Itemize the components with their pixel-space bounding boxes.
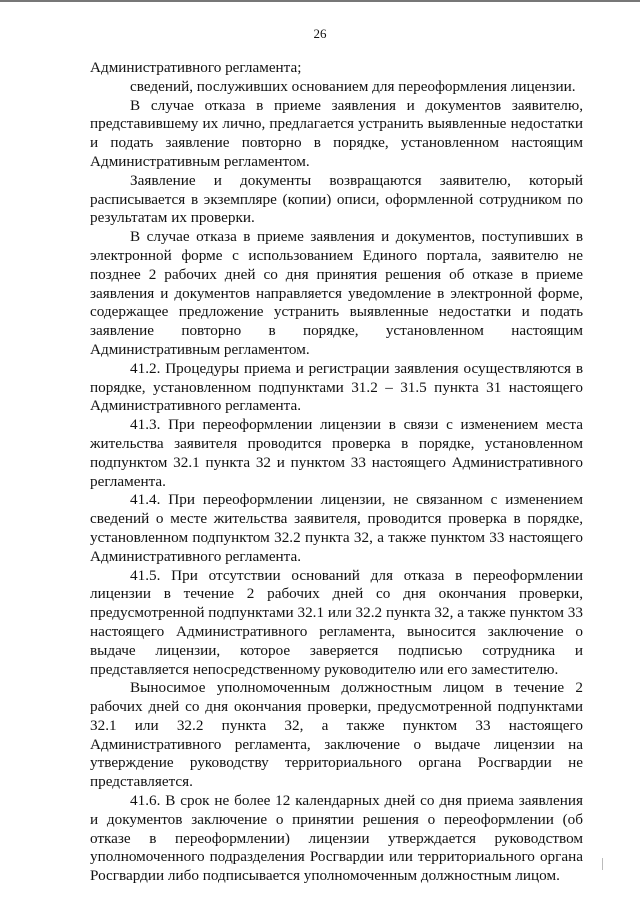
paragraph-41-5: 41.5. При отсутствии оснований для отказа в переоформлении лицензии в течение 2 рабочих дней со дня окончания проверки, предусмотренной подпунктами 32.1 или 32.2 пункта 32, а также пунктом 33 настоящего Административного регламента, выносится заключение о выдаче лицензии, которое заверяется подписью сотрудника и представляется непосредственному руководителю или его заместителю. [90, 566, 583, 678]
top-edge-rule [0, 0, 640, 2]
paragraph-41-2: 41.2. Процедуры приема и регистрации заявления осуществляются в порядке, установленном подпунктами 31.2 – 31.5 пункта 31 настоящего Административного регламента. [90, 359, 583, 415]
paragraph-1: Административного регламента; [90, 59, 302, 76]
paragraph-3: В случае отказа в приеме заявления и документов заявителю, представившему их лично, предлагается устранить выявленные недостатки и подать заявление повторно в порядке, установленном настоящим Административным регламентом. [90, 96, 583, 170]
paragraph-5: В случае отказа в приеме заявления и документов, поступивших в электронной форме с использованием Единого портала, заявителю не позднее 2 рабочих дней со дня принятия решения об отказе в приеме заявления и документов направляется уведомление в электронной форме, содержащее предложение устранить выявленные недостатки и подать заявление повторно в порядке, установленном настоящим Административным регламентом. [90, 228, 583, 358]
paragraph-4: Заявление и документы возвращаются заявителю, который расписывается в экземпляре (копии) описи, оформленной сотрудником по результатам их проверки. [90, 171, 583, 227]
paragraph-41-3: 41.3. При переоформлении лицензии в связи с изменением места жительства заявителя проводится проверка в порядке, установленном подпунктом 32.1 пункта 32 и пунктом 33 настоящего Административного регламента. [90, 416, 583, 490]
paragraph-41-4: 41.4. При переоформлении лицензии, не связанном с изменением сведений о месте жительства заявителя, проводится проверка в порядке, установленном подпунктом 32.2 пункта 32, а также пунктом 33 настоящего Административного регламента. [90, 491, 583, 565]
page-number: 26 [313, 26, 327, 41]
paragraph-41-5-cont: Выносимое уполномоченным должностным лицом в течение 2 рабочих дней со дня окончания проверки, предусмотренной подпунктами 32.1 или 32.2 пункта 32, а также пунктом 33 настоящего Административного регламента, заключение о выдаче лицензии на утверждение руководству территориального органа Росгвардии не представляется. [90, 679, 583, 791]
scan-margin-mark [602, 858, 603, 870]
paragraph-2: сведений, послуживших основанием для переоформления лицензии. [130, 77, 576, 95]
document-body [90, 59, 583, 886]
paragraph-41-6: 41.6. В срок не более 12 календарных дней со дня приема заявления и документов заключение о принятии решения о переоформлении (об отказе в переоформлении) лицензии утверждается руководством уполномоченного подразделения Росгвардии или территориального органа Росгвардии либо подписывается уполномоченным должностным лицом. [90, 792, 583, 885]
